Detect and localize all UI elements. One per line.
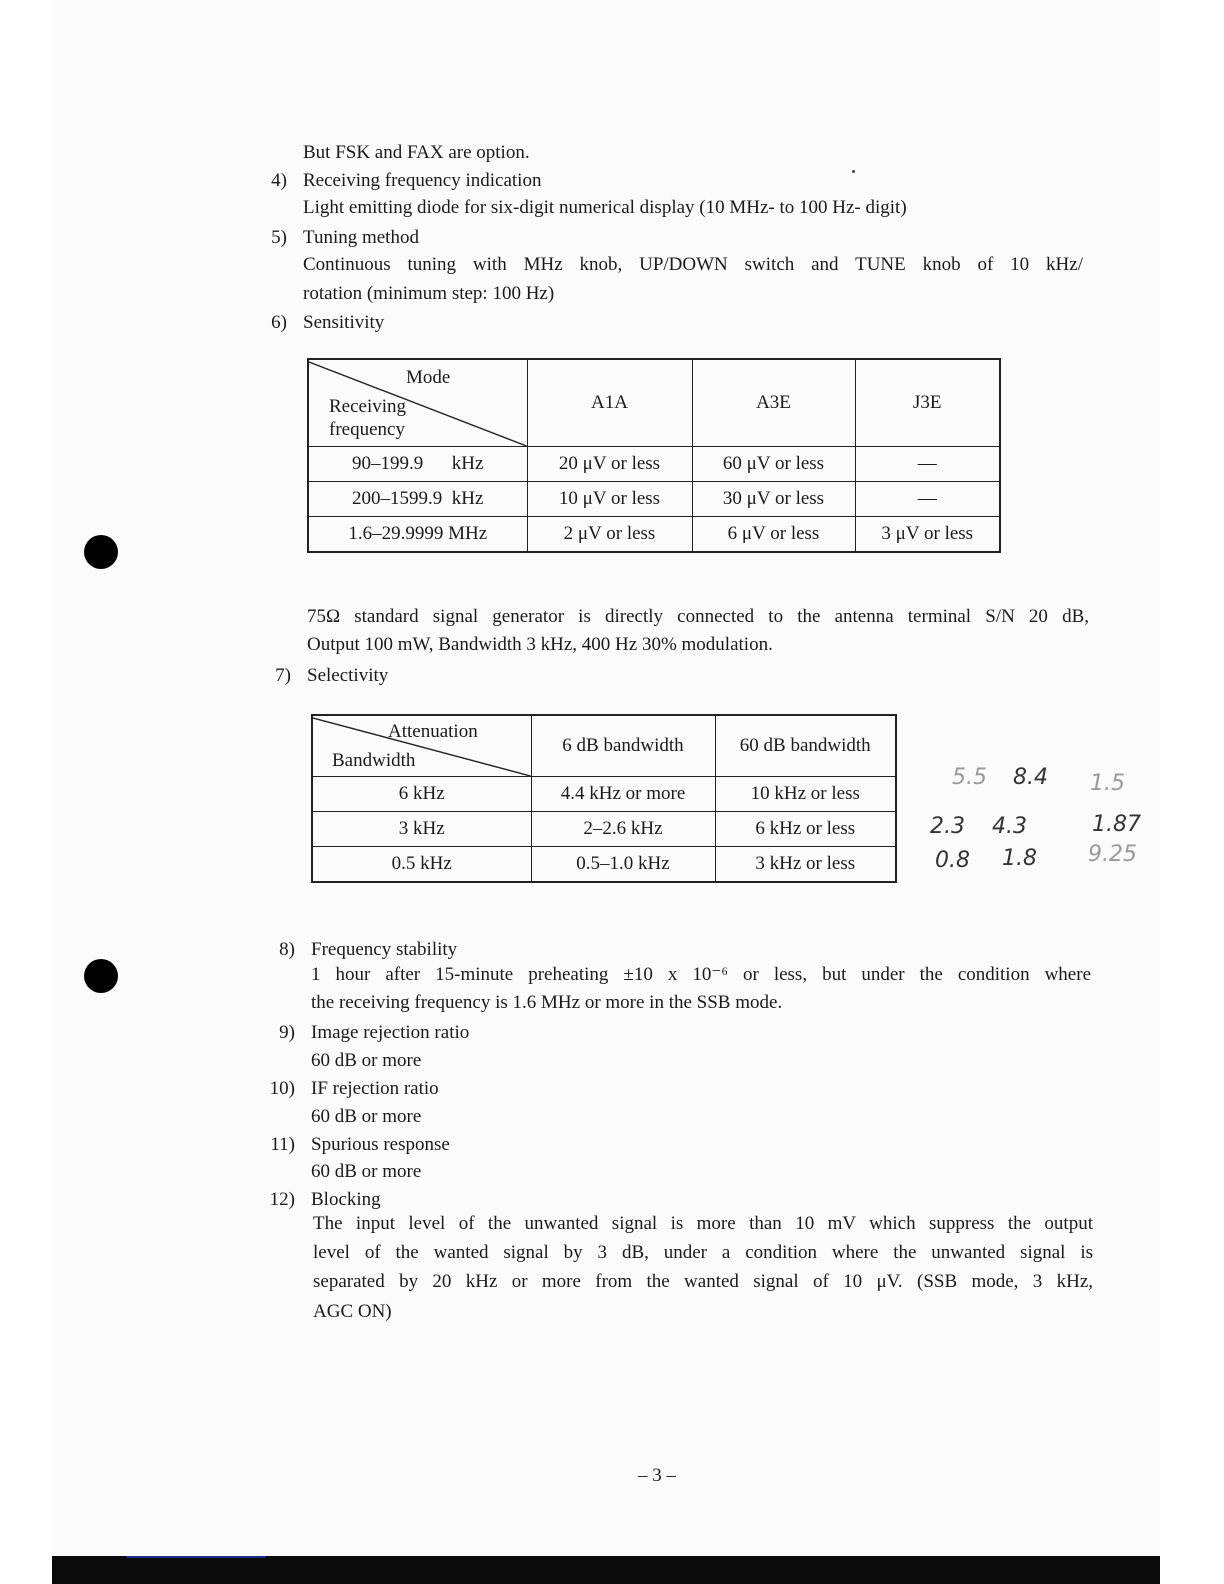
- col-header-a3e: A3E: [692, 359, 855, 447]
- freq-cell: 200–1599.9 kHz: [308, 482, 527, 517]
- item-12-body-line-1: The input level of the unwanted signal is more than 10 mV which suppress the output: [313, 1213, 1093, 1234]
- item-11-number: 11): [270, 1134, 295, 1155]
- a1a-cell: 20 μV or less: [527, 447, 692, 482]
- item-4-body: Light emitting diode for six-digit numerical display (10 MHz- to 100 Hz- digit): [303, 197, 907, 218]
- selectivity-corner-cell: [312, 715, 531, 777]
- item-8-body-line-2: the receiving frequency is 1.6 MHz or more in the SSB mode.: [311, 992, 783, 1013]
- corner-receiving-label: Receiving: [329, 396, 407, 417]
- scan-edge-mark: [126, 1556, 266, 1558]
- punch-hole-bottom: [84, 959, 118, 993]
- punch-hole-top: [84, 535, 118, 569]
- selectivity-header-row: [312, 715, 896, 777]
- item-10-body: 60 dB or more: [311, 1106, 422, 1127]
- handwritten-note: 1.5: [1090, 771, 1125, 796]
- item-12-number: 12): [269, 1189, 295, 1210]
- item-7-title: Selectivity: [307, 665, 389, 686]
- j3e-cell: 3 μV or less: [855, 517, 1000, 553]
- corner-mode-label: Mode: [406, 367, 451, 388]
- j3e-cell: —: [855, 447, 1000, 482]
- bandwidth-cell: 6 kHz: [312, 777, 531, 812]
- item-12-body-line-4: AGC ON): [313, 1301, 392, 1322]
- item-8-body-line-1: 1 hour after 15-minute preheating ±10 x 10⁻⁶ or less, but under the condition where: [311, 964, 1091, 985]
- item-12-body-line-3: separated by 20 kHz or more from the wanted signal of 10 μV. (SSB mode, 3 kHz,: [313, 1271, 1093, 1292]
- table-row: [312, 847, 896, 883]
- corner-attenuation-label: Attenuation: [388, 721, 478, 742]
- sensitivity-table: [307, 358, 1001, 553]
- a1a-cell: 10 μV or less: [527, 482, 692, 517]
- col-header-j3e: J3E: [855, 359, 1000, 447]
- handwritten-note: 4.3: [992, 814, 1027, 839]
- handwritten-note: 8.4: [1013, 765, 1048, 790]
- item-10-number: 10): [269, 1078, 295, 1099]
- col-header-6db: 6 dB bandwidth: [531, 715, 715, 777]
- scan-bottom-edge: [52, 1556, 1160, 1584]
- item-4-number: 4): [271, 170, 287, 191]
- handwritten-note: 1.8: [1002, 846, 1037, 871]
- freq-cell: 1.6–29.9999 MHz: [308, 517, 527, 553]
- sensitivity-header-row: [308, 359, 1000, 447]
- page-number: – 3 –: [638, 1465, 676, 1486]
- item-9-body: 60 dB or more: [311, 1050, 422, 1071]
- handwritten-note: 2.3: [930, 814, 965, 839]
- item-11-title: Spurious response: [311, 1134, 450, 1155]
- col-header-a1a: A1A: [527, 359, 692, 447]
- item-5-number: 5): [271, 227, 287, 248]
- a3e-cell: 60 μV or less: [692, 447, 855, 482]
- 6db-cell: 0.5–1.0 kHz: [531, 847, 715, 883]
- 60db-cell: 6 kHz or less: [715, 812, 896, 847]
- item-6-title: Sensitivity: [303, 312, 385, 333]
- bandwidth-cell: 3 kHz: [312, 812, 531, 847]
- handwritten-note: 9.25: [1088, 842, 1137, 867]
- item-4-title: Receiving frequency indication: [303, 170, 542, 191]
- item-11-body: 60 dB or more: [311, 1161, 422, 1182]
- handwritten-note: 1.87: [1092, 812, 1141, 837]
- item-5-body-line-1: Continuous tuning with MHz knob, UP/DOWN switch and TUNE knob of 10 kHz/: [303, 254, 1083, 275]
- 6db-cell: 2–2.6 kHz: [531, 812, 715, 847]
- sensitivity-note-line-1: 75Ω standard signal generator is directly connected to the antenna terminal S/N 20 dB,: [307, 606, 1089, 627]
- item-8-number: 8): [279, 939, 295, 960]
- item-5-title: Tuning method: [303, 227, 419, 248]
- item-9-title: Image rejection ratio: [311, 1022, 470, 1043]
- 60db-cell: 10 kHz or less: [715, 777, 896, 812]
- item-9-number: 9): [279, 1022, 295, 1043]
- item-6-number: 6): [271, 312, 287, 333]
- handwritten-note: 0.8: [935, 848, 970, 873]
- col-header-60db: 60 dB bandwidth: [715, 715, 896, 777]
- table-row: [308, 482, 1000, 517]
- table-row: [312, 777, 896, 812]
- selectivity-table: [311, 714, 897, 883]
- table-row: [312, 812, 896, 847]
- handwritten-note: 5.5: [952, 765, 987, 790]
- item-12-body-line-2: level of the wanted signal by 3 dB, under a condition where the unwanted signal is: [313, 1242, 1093, 1263]
- corner-frequency-label: frequency: [329, 419, 405, 440]
- sensitivity-note-line-2: Output 100 mW, Bandwidth 3 kHz, 400 Hz 30% modulation.: [307, 634, 773, 655]
- table-row: [308, 517, 1000, 553]
- freq-cell: 90–199.9 kHz: [308, 447, 527, 482]
- corner-bandwidth-label: Bandwidth: [332, 750, 416, 771]
- item-5-body-line-2: rotation (minimum step: 100 Hz): [303, 283, 555, 304]
- table-row: [308, 447, 1000, 482]
- a3e-cell: 30 μV or less: [692, 482, 855, 517]
- bandwidth-cell: 0.5 kHz: [312, 847, 531, 883]
- item-7-number: 7): [275, 665, 291, 686]
- 6db-cell: 4.4 kHz or more: [531, 777, 715, 812]
- item-8-title: Frequency stability: [311, 939, 458, 960]
- item-12-title: Blocking: [311, 1189, 381, 1210]
- scan-speck: [852, 170, 855, 173]
- j3e-cell: —: [855, 482, 1000, 517]
- a1a-cell: 2 μV or less: [527, 517, 692, 553]
- item-10-title: IF rejection ratio: [311, 1078, 439, 1099]
- a3e-cell: 6 μV or less: [692, 517, 855, 553]
- sensitivity-corner-cell: [308, 359, 527, 447]
- 60db-cell: 3 kHz or less: [715, 847, 896, 883]
- intro-line: But FSK and FAX are option.: [303, 142, 530, 163]
